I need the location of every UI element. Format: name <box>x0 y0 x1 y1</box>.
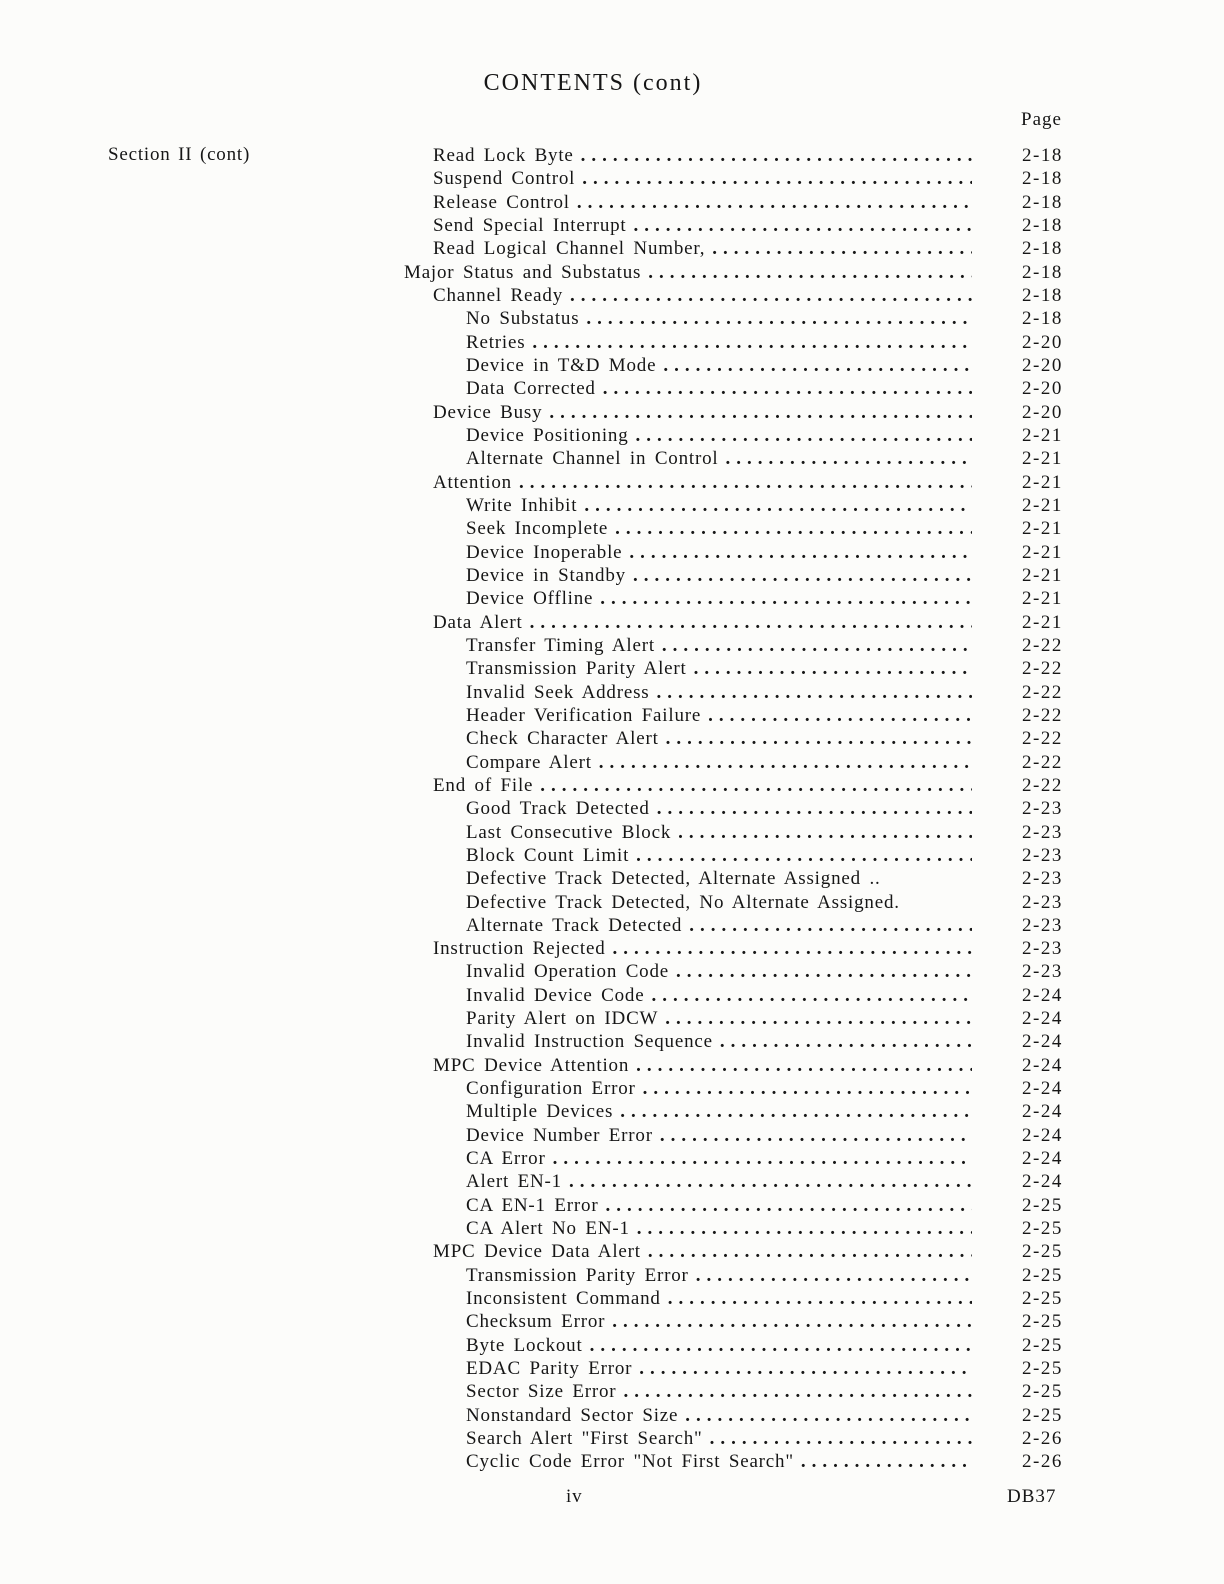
toc-entry-page: 2-21 <box>1022 541 1063 563</box>
dot-leader <box>569 1171 972 1193</box>
toc-entry-label: Alternate Channel in Control <box>466 448 719 470</box>
footer-doc-code: DB37 <box>1007 1486 1057 1507</box>
toc-entry-label: Suspend Control <box>433 168 576 190</box>
toc-entry-label: Search Alert "First Search" <box>466 1428 703 1450</box>
toc-entry <box>404 845 1068 868</box>
toc-entry <box>404 168 1068 191</box>
dot-leader <box>720 1031 972 1053</box>
toc-entry-page: 2-25 <box>1022 1218 1063 1240</box>
dot-leader <box>656 682 972 704</box>
toc-entry-label: Inconsistent Command <box>466 1288 661 1310</box>
dot-leader <box>726 448 973 470</box>
toc-entry <box>404 1358 1068 1381</box>
dot-leader <box>668 1288 972 1310</box>
toc-entry-label: Device Offline <box>466 588 594 610</box>
section-label: Section II (cont) <box>108 144 251 165</box>
toc-entry-page: 2-20 <box>1022 331 1063 353</box>
dot-leader <box>676 961 972 983</box>
toc-entry-page: 2-21 <box>1022 494 1063 516</box>
toc-entry-page: 2-20 <box>1022 401 1063 423</box>
dot-leader <box>696 1265 972 1287</box>
toc-entry <box>404 1031 1068 1054</box>
toc-entry-page: 2-21 <box>1022 564 1063 586</box>
dot-leader <box>694 658 972 680</box>
dot-leader <box>519 472 972 494</box>
dot-leader <box>657 798 972 820</box>
toc-entry-page: 2-24 <box>1022 1124 1063 1146</box>
toc-entry <box>404 1195 1068 1218</box>
toc-entry <box>404 1171 1068 1194</box>
toc-entry-page: 2-24 <box>1022 1148 1063 1170</box>
dot-leader <box>577 192 972 214</box>
toc-entry-label: Invalid Instruction Sequence <box>466 1031 713 1053</box>
toc-entry-label: Alternate Track Detected <box>466 914 683 936</box>
toc-entry-page: 2-22 <box>1022 704 1063 726</box>
toc-entry-label: Read Logical Channel Number, <box>433 238 706 260</box>
dot-leader <box>582 168 972 190</box>
dot-leader <box>620 1101 972 1123</box>
dot-leader <box>590 1335 972 1357</box>
toc-entry-label: Multiple Devices <box>466 1101 614 1123</box>
toc-entry-label: Sector Size Error <box>466 1381 617 1403</box>
dot-leader <box>636 1055 972 1077</box>
toc-entry-label: Read Lock Byte <box>433 145 574 166</box>
toc-entry <box>404 1101 1068 1124</box>
toc-entry <box>404 1125 1068 1148</box>
dot-leader <box>662 635 972 657</box>
toc-entry-page: 2-23 <box>1022 891 1063 913</box>
toc-entry <box>404 1428 1068 1451</box>
dot-leader <box>648 1241 972 1263</box>
dot-leader <box>623 1381 972 1403</box>
toc-entry-label: Major Status and Substatus <box>404 261 642 283</box>
toc-entry-page: 2-18 <box>1022 308 1063 330</box>
toc-entry-page: 2-23 <box>1022 821 1063 843</box>
dot-leader <box>689 915 972 937</box>
toc-entry-page: 2-22 <box>1022 728 1063 750</box>
toc-entry-page: 2-26 <box>1022 1428 1063 1450</box>
toc-entry <box>404 682 1068 705</box>
toc-entry-page: 2-25 <box>1022 1241 1063 1263</box>
toc-entry-page: 2-18 <box>1022 191 1063 213</box>
toc-entry-page: 2-21 <box>1022 611 1063 633</box>
toc-entry-page: 2-21 <box>1022 471 1063 493</box>
toc-entry-page: 2-22 <box>1022 774 1063 796</box>
toc-entry-page: 2-22 <box>1022 751 1063 773</box>
toc-entry-label: Transmission Parity Error <box>466 1264 689 1286</box>
toc-entry <box>404 961 1068 984</box>
dot-leader <box>801 1451 972 1473</box>
toc-entry <box>404 938 1068 961</box>
toc-entry-label: Data Alert <box>433 611 523 633</box>
toc-entry <box>404 915 1068 938</box>
toc-entry-page: 2-24 <box>1022 1101 1063 1123</box>
toc-entry-label: Header Verification Failure <box>466 704 702 726</box>
page-title: CONTENTS (cont) <box>483 70 703 96</box>
dot-leader <box>606 1195 973 1217</box>
dot-leader <box>708 705 972 727</box>
toc-entry-page: 2-18 <box>1022 261 1063 283</box>
toc-entry-label: Transfer Timing Alert <box>466 634 655 656</box>
toc-entry-label: Block Count Limit <box>466 844 630 866</box>
toc-entry-label: Byte Lockout <box>466 1334 583 1356</box>
toc-entry <box>404 565 1068 588</box>
toc-entry-page: 2-24 <box>1022 984 1063 1006</box>
toc-entry-page: 2-22 <box>1022 681 1063 703</box>
dot-leader <box>629 542 972 564</box>
dot-leader <box>570 285 972 307</box>
toc-entry <box>404 308 1068 331</box>
toc-entry-label: Check Character Alert <box>466 728 659 750</box>
toc-entry <box>404 518 1068 541</box>
toc-entry-label: MPC Device Attention <box>433 1054 630 1076</box>
dot-leader <box>637 1218 972 1240</box>
toc-entry-label: Device Positioning <box>466 424 629 446</box>
toc-entry-page: 2-18 <box>1022 145 1063 166</box>
toc-entry <box>404 1405 1068 1428</box>
toc-entry <box>404 868 1068 891</box>
toc-entry <box>404 378 1068 401</box>
dot-leader <box>634 215 973 237</box>
toc-entry <box>404 448 1068 471</box>
dot-leader <box>613 938 972 960</box>
toc-entry <box>404 612 1068 635</box>
toc-entry <box>404 1381 1068 1404</box>
dot-leader <box>712 238 972 260</box>
toc-entry-page: 2-23 <box>1022 798 1063 820</box>
toc-entry-page: 2-25 <box>1022 1288 1063 1310</box>
toc-entry-page: 2-21 <box>1022 588 1063 610</box>
toc-entry-page: 2-23 <box>1022 844 1063 866</box>
footer-page-number: iv <box>566 1486 583 1507</box>
dot-leader <box>663 355 972 377</box>
toc-entry-page: 2-24 <box>1022 1054 1063 1076</box>
toc-entry-page: 2-21 <box>1022 448 1063 470</box>
dot-leader <box>612 1311 972 1333</box>
toc-entry-page: 2-21 <box>1022 518 1063 540</box>
toc-entry-page: 2-23 <box>1022 961 1063 983</box>
toc-entry-label: Defective Track Detected, No Alternate Assigned. <box>466 891 900 913</box>
toc-entry-page: 2-25 <box>1022 1311 1063 1333</box>
toc-entry <box>404 658 1068 681</box>
dot-leader <box>581 145 972 167</box>
toc-entry <box>404 1078 1068 1101</box>
toc-entry-label: Device in Standby <box>466 564 626 586</box>
toc-entry-label: Invalid Seek Address <box>466 681 650 703</box>
toc-entry-label: Invalid Device Code <box>466 984 645 1006</box>
toc-entry-label: Device Number Error <box>466 1124 653 1146</box>
toc-entry-label: Last Consecutive Block <box>466 821 672 843</box>
toc-entry-label: Transmission Parity Alert <box>466 658 687 680</box>
dot-leader <box>584 495 972 517</box>
toc-entry <box>404 588 1068 611</box>
toc-entry-label: Data Corrected <box>466 378 596 400</box>
dot-leader <box>530 612 972 634</box>
dot-leader <box>665 1008 972 1030</box>
toc-entry <box>404 215 1068 238</box>
toc-entry-label: Retries <box>466 331 526 353</box>
dot-leader <box>660 1125 972 1147</box>
dot-leader <box>615 518 972 540</box>
toc-entry <box>404 1218 1068 1241</box>
toc-entry-page: 2-22 <box>1022 658 1063 680</box>
toc-entry <box>404 822 1068 845</box>
toc-entry-label: CA Alert No EN-1 <box>466 1218 630 1240</box>
toc-entry-page: 2-24 <box>1022 1008 1063 1030</box>
toc-entry-label: Attention <box>433 471 512 493</box>
toc-entry-page: 2-18 <box>1022 238 1063 260</box>
toc-entry-page: 2-18 <box>1022 284 1063 306</box>
toc-entry-page: 2-25 <box>1022 1358 1063 1380</box>
toc-entry <box>404 1148 1068 1171</box>
toc-entry <box>404 892 1068 915</box>
toc-entry <box>404 472 1068 495</box>
toc-entry-label: No Substatus <box>466 308 580 330</box>
dot-leader <box>685 1405 972 1427</box>
toc-entry-label: Nonstandard Sector Size <box>466 1404 679 1426</box>
dot-leader <box>648 262 972 284</box>
toc-entry <box>404 775 1068 798</box>
toc-entry-page: 2-24 <box>1022 1171 1063 1193</box>
toc-entry-label: Device in T&D Mode <box>466 354 657 376</box>
toc-entry-page: 2-24 <box>1022 1031 1063 1053</box>
toc-entry-label: CA EN-1 Error <box>466 1194 599 1216</box>
toc-entry-label: Write Inhibit <box>466 494 578 516</box>
toc-entry <box>404 1008 1068 1031</box>
toc-entry-page: 2-20 <box>1022 354 1063 376</box>
toc-entry-page: 2-24 <box>1022 1078 1063 1100</box>
toc-entry-label: Device Busy <box>433 401 543 423</box>
toc-entry <box>404 1241 1068 1264</box>
toc-entry-label: Seek Incomplete <box>466 518 609 540</box>
dot-leader <box>639 1358 972 1380</box>
toc-entry-page: 2-23 <box>1022 914 1063 936</box>
toc-entry-page: 2-23 <box>1022 868 1063 890</box>
toc-entry-page: 2-18 <box>1022 214 1063 236</box>
toc-entry-page: 2-25 <box>1022 1404 1063 1426</box>
toc-entry-label: Instruction Rejected <box>433 938 606 960</box>
toc-entry <box>404 355 1068 378</box>
toc-entry-page: 2-18 <box>1022 168 1063 190</box>
toc-entry <box>404 798 1068 821</box>
toc-entry-label: Send Special Interrupt <box>433 214 627 236</box>
toc-entry-label: End of File <box>433 774 534 796</box>
toc-entry <box>404 728 1068 751</box>
dot-leader <box>553 1148 972 1170</box>
toc-entry-page: 2-26 <box>1022 1451 1063 1473</box>
toc-entry <box>404 262 1068 285</box>
toc-entry <box>404 1335 1068 1358</box>
dot-leader <box>651 985 972 1007</box>
dot-leader <box>678 822 972 844</box>
toc-entry <box>404 752 1068 775</box>
toc-entry <box>404 1451 1068 1474</box>
dot-leader <box>710 1428 972 1450</box>
dot-leader <box>643 1078 972 1100</box>
toc-entry <box>404 285 1068 308</box>
toc-entry-label: Checksum Error <box>466 1311 606 1333</box>
dot-leader <box>549 402 972 424</box>
toc-entry-label: Invalid Operation Code <box>466 961 669 983</box>
dot-leader <box>603 378 972 400</box>
toc-entry <box>404 1265 1068 1288</box>
dot-leader <box>586 308 972 330</box>
toc-entry-label: Configuration Error <box>466 1078 636 1100</box>
toc-entry-page: 2-25 <box>1022 1264 1063 1286</box>
dot-leader <box>633 565 972 587</box>
toc-entry <box>404 1311 1068 1334</box>
toc-entry-page: 2-23 <box>1022 938 1063 960</box>
toc-entry <box>404 542 1068 565</box>
toc-entry-label: Compare Alert <box>466 751 592 773</box>
toc-entry-label: Channel Ready <box>433 284 564 306</box>
toc-entry <box>404 985 1068 1008</box>
toc-entry-page: 2-25 <box>1022 1381 1063 1403</box>
dot-leader <box>636 845 972 867</box>
page-column-header: Page <box>1021 109 1062 130</box>
dot-leader <box>600 588 972 610</box>
toc-entry <box>404 495 1068 518</box>
toc-entry-label: Cyclic Code Error "Not First Search" <box>466 1451 794 1473</box>
toc-entry <box>404 402 1068 425</box>
toc-entry-page: 2-20 <box>1022 378 1063 400</box>
toc-entry-page: 2-22 <box>1022 634 1063 656</box>
toc-entry-page: 2-21 <box>1022 424 1063 446</box>
toc-entry-page: 2-25 <box>1022 1334 1063 1356</box>
toc-entry <box>404 238 1068 261</box>
toc-entry-page: 2-25 <box>1022 1194 1063 1216</box>
toc-entry-label: Good Track Detected <box>466 798 650 820</box>
toc-entry-label: Alert EN-1 <box>466 1171 562 1193</box>
toc-entry-label: MPC Device Data Alert <box>433 1241 641 1263</box>
toc-entry <box>404 635 1068 658</box>
dot-leader <box>666 728 972 750</box>
toc-entry-label: Device Inoperable <box>466 541 623 563</box>
toc-entry-label: Defective Track Detected, Alternate Assigned .. <box>466 868 881 890</box>
toc-list <box>404 145 1068 1475</box>
dot-leader <box>540 775 972 797</box>
toc-entry <box>404 145 1068 168</box>
toc-entry-label: EDAC Parity Error <box>466 1358 633 1380</box>
toc-entry <box>404 705 1068 728</box>
toc-entry-label: Release Control <box>433 191 570 213</box>
dot-leader <box>599 752 972 774</box>
toc-entry <box>404 192 1068 215</box>
toc-entry <box>404 1055 1068 1078</box>
toc-entry-label: Parity Alert on IDCW <box>466 1008 659 1030</box>
dot-leader <box>636 425 972 447</box>
dot-leader <box>532 332 972 354</box>
toc-entry <box>404 425 1068 448</box>
toc-entry <box>404 1288 1068 1311</box>
toc-entry <box>404 332 1068 355</box>
toc-entry-label: CA Error <box>466 1148 546 1170</box>
